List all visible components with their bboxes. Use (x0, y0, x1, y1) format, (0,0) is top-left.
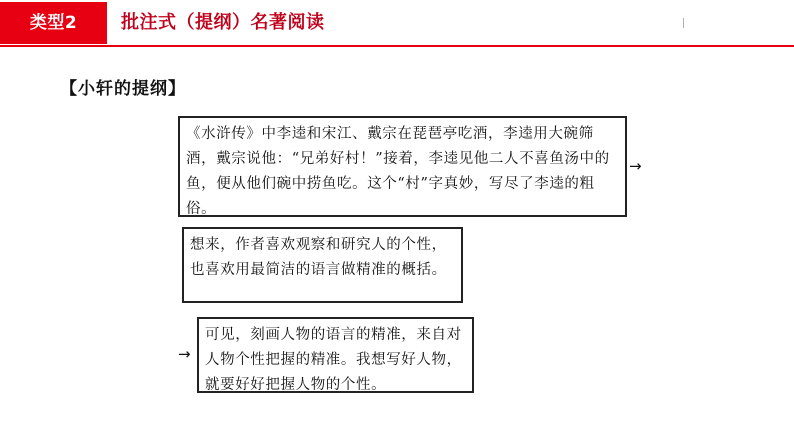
arrow-right-icon: → (629, 157, 642, 175)
page-title: 批注式（提纲）名著阅读 (121, 12, 325, 33)
outline-text-3: 可见，刻画人物的语言的精准，来自对人物个性把握的精准。我想写好人物，就要好好把握人物的个性。 (205, 327, 462, 393)
outline-text-1: 《水浒传》中李逵和宋江、戴宗在琵琶亭吃酒，李逵用大碗筛酒，戴宗说他：“兄弟好村！”接着，李逵见他二人不喜鱼汤中的鱼，便从他们碗中捞鱼吃。这个“村”字真妙，写尽了李逵的粗俗。 (186, 126, 610, 217)
outline-box-2 (182, 227, 463, 303)
arrow-into-box-icon: → (178, 345, 191, 363)
header-bar (0, 0, 794, 46)
outline-box-1 (178, 116, 627, 217)
header-underline (0, 45, 794, 47)
header-divider (683, 18, 684, 28)
outline-box-3 (197, 317, 474, 393)
type-badge: 类型2 (0, 2, 107, 44)
section-title: 【小轩的提纲】 (60, 79, 186, 99)
outline-text-2: 想来，作者喜欢观察和研究人的个性，也喜欢用最简洁的语言做精准的概括。 (190, 237, 447, 278)
